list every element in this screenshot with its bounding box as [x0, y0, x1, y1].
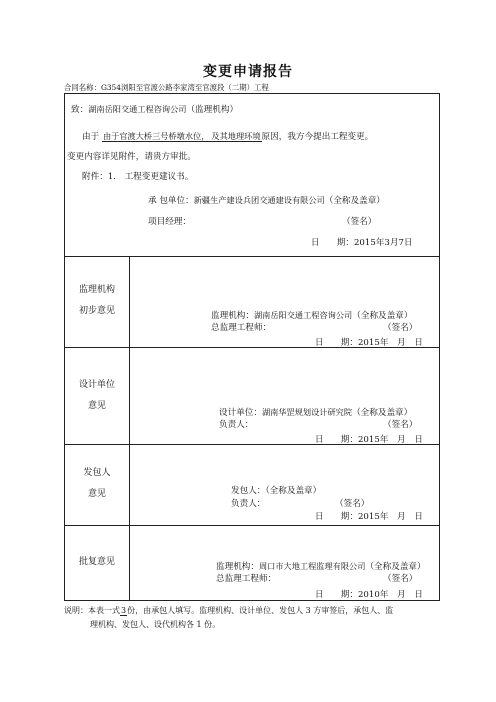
section-label-approval: 批复意见	[78, 557, 115, 567]
project-manager-label: 项目经理：	[148, 217, 191, 227]
copies-count[interactable]: 3	[121, 606, 127, 615]
row-divider	[65, 256, 439, 257]
footnote: 说明：本表一式3份，由承包人填写。监理机构、设计单位、发包人 3 方审签后，承包人、监 理机构、发包人、设代机构各 1 份。	[64, 606, 394, 629]
project-manager-sign: （签名）	[342, 217, 377, 227]
employer-sign: （签名）	[335, 499, 370, 509]
employer-org-line: 发包人：（全称及盖章）	[231, 486, 322, 496]
addressee-line: 致：湖南岳阳交通工程咨询公司（监理机构）	[71, 104, 239, 115]
section-label-employer: 发包人 意见	[83, 468, 111, 499]
contract-name: 合同名称：G354浏阳至官渡公路李家湾至官渡段（二期）工程	[64, 83, 269, 92]
section-label-design: 设计单位 意见	[78, 380, 115, 411]
design-org-line: 设计单位：湖南华罡规划设计研究院（全称及盖章）	[219, 407, 413, 418]
content-line: 变更内容详见附件，请贵方审批。	[67, 152, 196, 162]
approval-engineer-label: 总监理工程师：	[216, 574, 277, 584]
supervision-date: 日 期：2015年 月 日	[315, 338, 423, 348]
reason-field[interactable]: 由于官渡大桥三号桥墩水位，	[102, 131, 210, 141]
column-divider	[129, 256, 130, 600]
design-org: 湖南华罡规划设计研究院	[261, 407, 353, 417]
addressee-org: 湖南岳阳交通工程咨询公司	[88, 104, 187, 114]
form-table	[64, 93, 440, 601]
section-label-supervision: 监理机构 初步意见	[78, 285, 115, 316]
supervision-engineer-label: 总监理工程师：	[211, 323, 272, 333]
design-person-label: 负责人：	[219, 420, 254, 430]
reason-line: 由于 由于官渡大桥三号桥墩水位， 及其地理环境原因，我方今提出工程变更。	[82, 131, 374, 142]
design-date: 日 期：2015年 月 日	[315, 435, 423, 445]
approval-date: 日 期：2010年 月 日	[315, 590, 423, 600]
approval-sign: （签名）	[383, 574, 418, 584]
top-date: 日 期：2015年3月7日	[311, 238, 413, 248]
page-title: 变更申请报告	[203, 64, 293, 80]
employer-date: 日 期：2015年 月 日	[315, 512, 423, 522]
approval-org: 周口市大地工程监理有限公司	[258, 561, 366, 571]
contractor-org: 新疆生产建设兵团交通建设有限公司	[193, 195, 325, 205]
contractor-line: 承 包单位：新疆生产建设兵团交通建设有限公司（全称及盖章）	[148, 195, 385, 206]
supervision-sign: （签名）	[383, 323, 418, 333]
supervision-org: 湖南岳阳交通工程咨询公司	[253, 310, 353, 320]
attachment-line: 附件：1. 工程变更建议书。	[82, 172, 194, 182]
row-divider	[65, 525, 439, 526]
approval-org-line: 监理机构：周口市大地工程监理有限公司（全称及盖章）	[216, 561, 426, 572]
supervision-org-line: 监理机构：湖南岳阳交通工程咨询公司（全称及盖章）	[211, 310, 413, 321]
design-sign: （签名）	[383, 420, 418, 430]
reason-field-2[interactable]: 及其地理环境	[211, 131, 261, 141]
employer-person-label: 负责人：	[231, 499, 266, 509]
